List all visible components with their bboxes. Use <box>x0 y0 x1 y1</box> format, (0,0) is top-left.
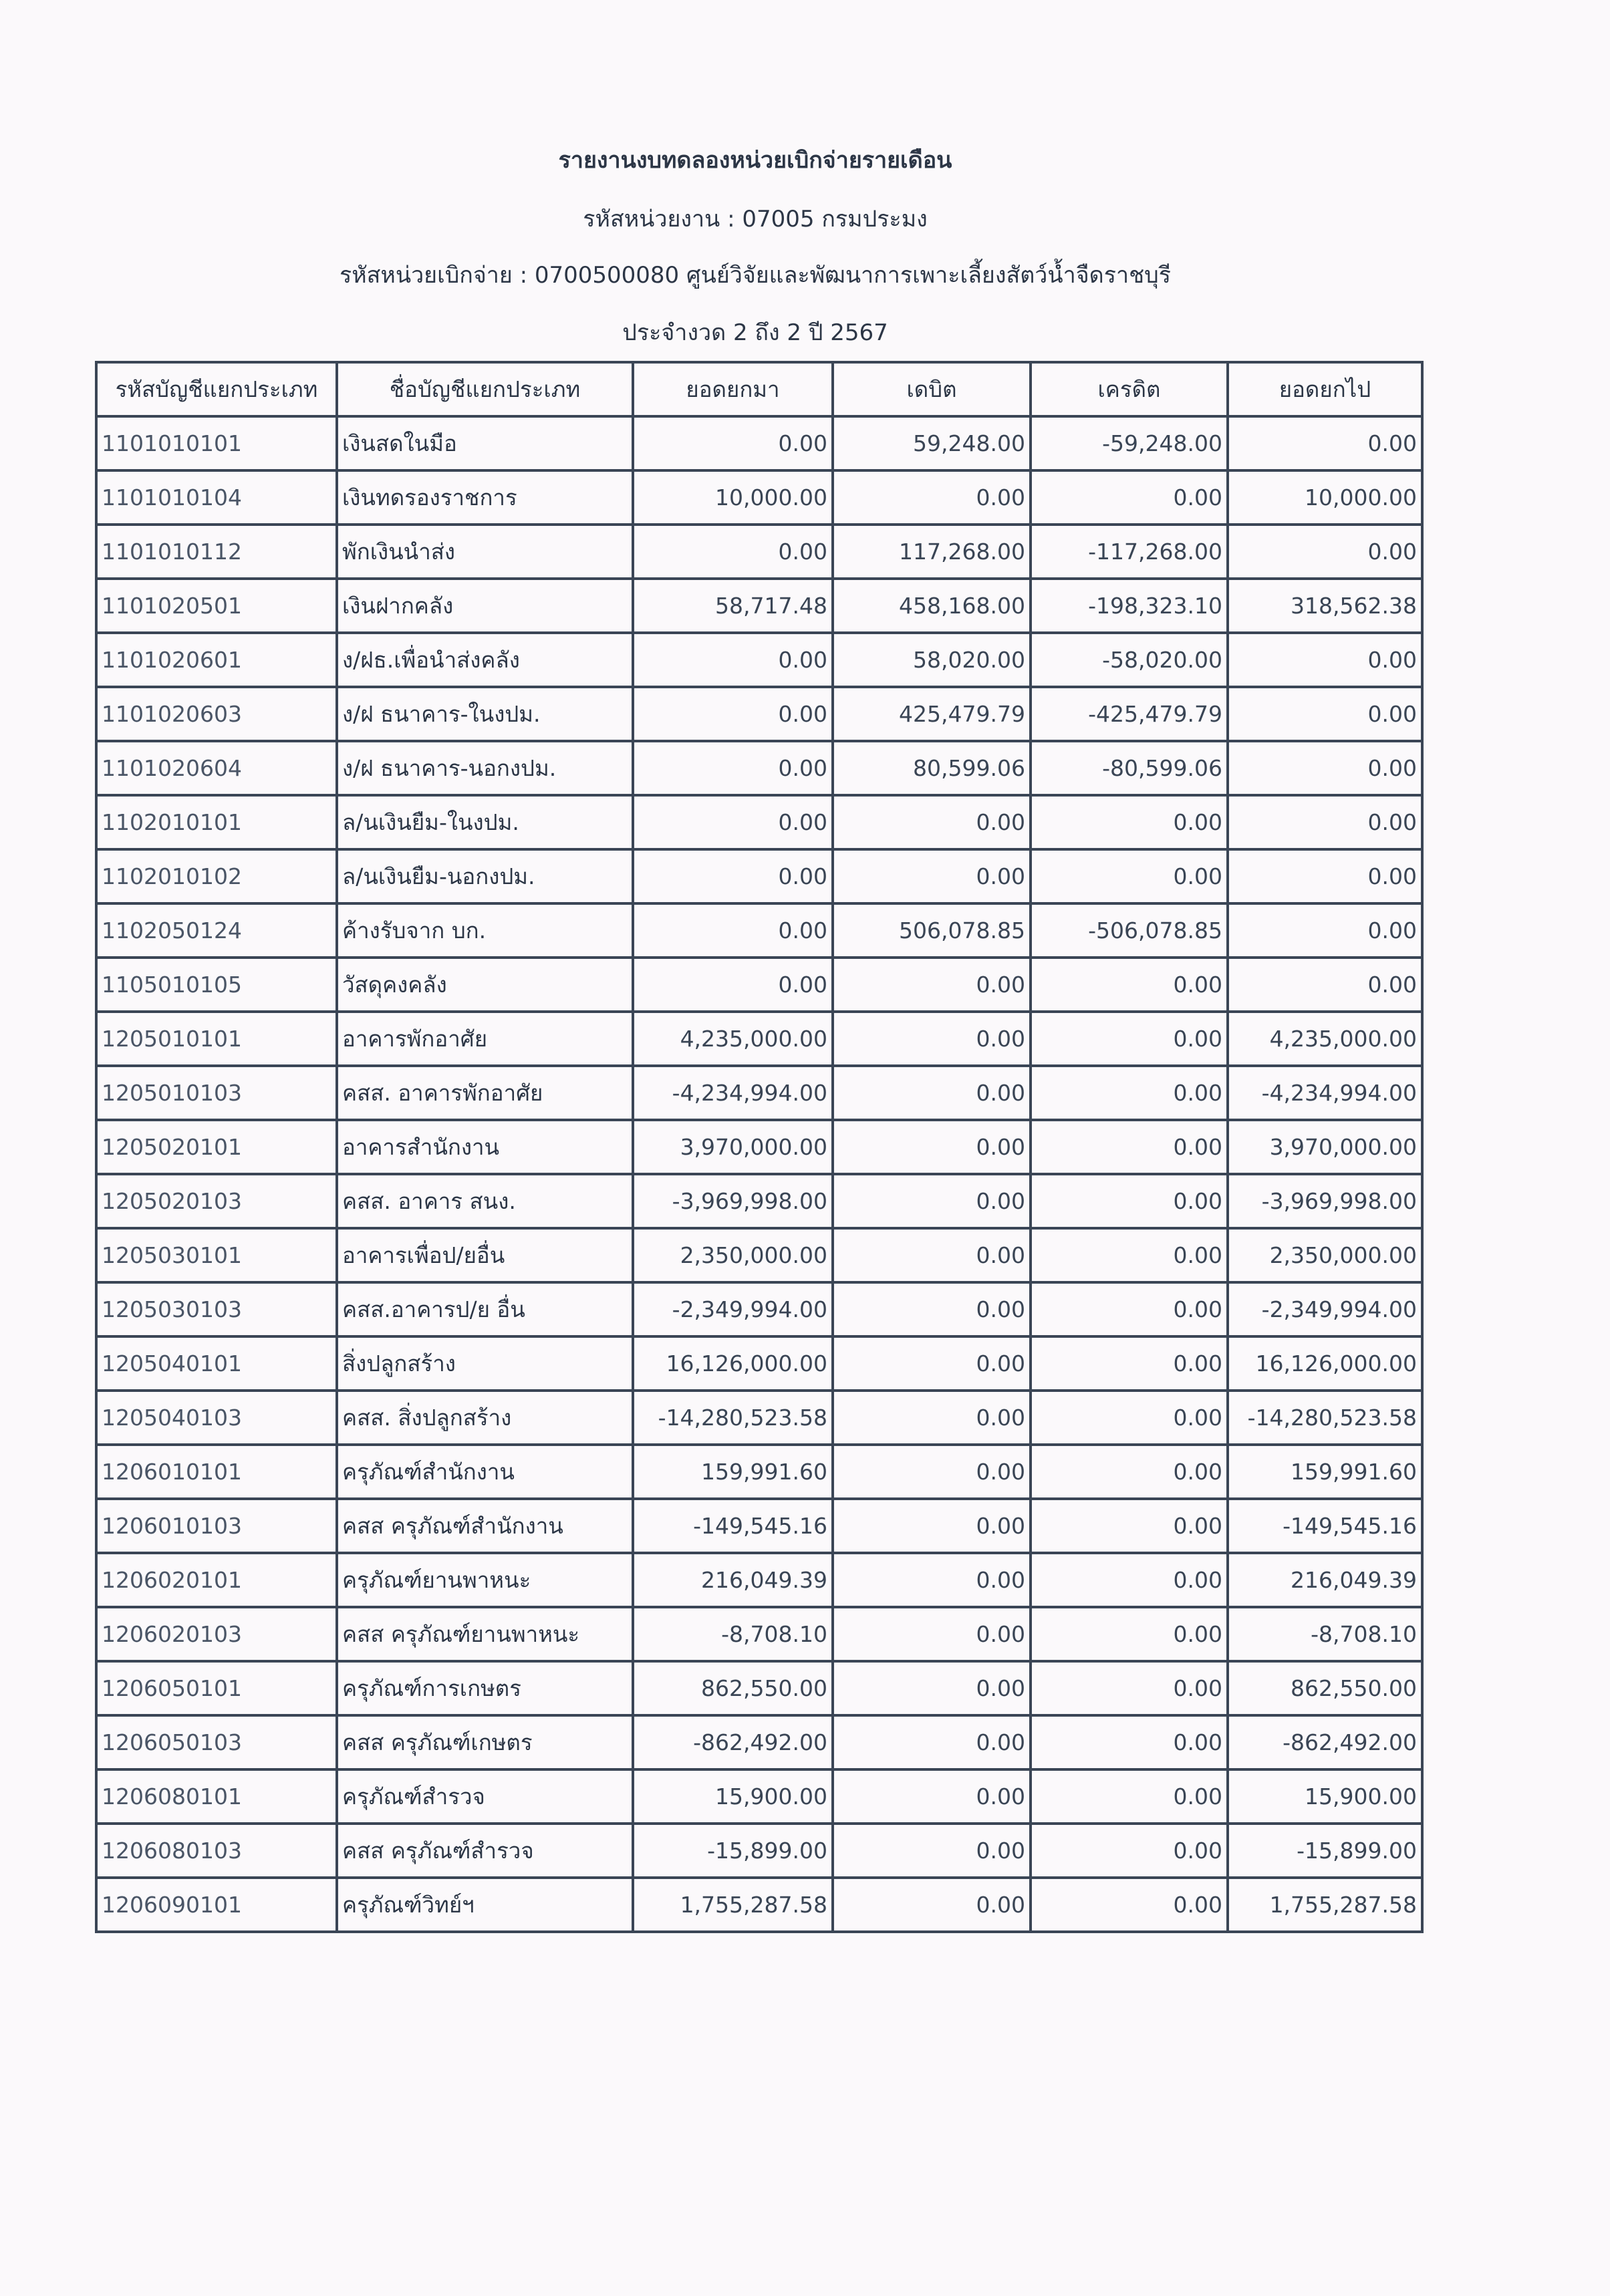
column-header-closing-balance: ยอดยกไป <box>1228 362 1422 416</box>
cell-account-name: ครุภัณฑ์สำนักงาน <box>337 1445 633 1499</box>
cell-account-name: คสส. อาคารพักอาศัย <box>337 1066 633 1120</box>
cell-opening-balance: 0.00 <box>633 849 833 903</box>
cell-closing-balance: 4,235,000.00 <box>1228 1012 1422 1066</box>
cell-debit: 0.00 <box>833 1174 1031 1228</box>
cell-account-name: อาคารพักอาศัย <box>337 1012 633 1066</box>
agency-line: รหัสหน่วยงาน : 07005 กรมประมง <box>583 206 928 233</box>
cell-opening-balance: -3,969,998.00 <box>633 1174 833 1228</box>
cell-credit: 0.00 <box>1031 795 1228 849</box>
cell-closing-balance: 0.00 <box>1228 903 1422 958</box>
cell-closing-balance: 0.00 <box>1228 958 1422 1012</box>
cell-debit: 0.00 <box>833 1715 1031 1769</box>
cell-credit: 0.00 <box>1031 1012 1228 1066</box>
cell-closing-balance: 0.00 <box>1228 795 1422 849</box>
table-header-row <box>96 362 1422 416</box>
cell-credit: 0.00 <box>1031 849 1228 903</box>
cell-opening-balance: 0.00 <box>633 958 833 1012</box>
cell-credit: -198,323.10 <box>1031 579 1228 633</box>
cell-account-code: 1205040101 <box>96 1336 337 1391</box>
cell-opening-balance: -4,234,994.00 <box>633 1066 833 1120</box>
cell-credit: 0.00 <box>1031 1553 1228 1607</box>
cell-account-name: สิ่งปลูกสร้าง <box>337 1336 633 1391</box>
table-row <box>96 1282 1422 1336</box>
cell-debit: 0.00 <box>833 1120 1031 1174</box>
cell-credit: 0.00 <box>1031 1499 1228 1553</box>
cell-credit: -506,078.85 <box>1031 903 1228 958</box>
cell-account-code: 1105010105 <box>96 958 337 1012</box>
cell-debit: 0.00 <box>833 1336 1031 1391</box>
cell-account-name: คสส ครุภัณฑ์ยานพาหนะ <box>337 1607 633 1661</box>
table-row <box>96 1499 1422 1553</box>
cell-closing-balance: -3,969,998.00 <box>1228 1174 1422 1228</box>
cell-credit: 0.00 <box>1031 1066 1228 1120</box>
cell-account-code: 1102050124 <box>96 903 337 958</box>
cell-debit: 0.00 <box>833 1391 1031 1445</box>
cell-opening-balance: 1,755,287.58 <box>633 1878 833 1932</box>
cell-debit: 117,268.00 <box>833 525 1031 579</box>
cell-account-name: ครุภัณฑ์การเกษตร <box>337 1661 633 1715</box>
cell-account-code: 1205010101 <box>96 1012 337 1066</box>
cell-credit: 0.00 <box>1031 470 1228 525</box>
trial-balance-table <box>95 361 1424 1933</box>
cell-closing-balance: -4,234,994.00 <box>1228 1066 1422 1120</box>
table-row <box>96 1769 1422 1824</box>
cell-account-name: ง/ฝ ธนาคาร-ในงปม. <box>337 687 633 741</box>
cell-debit: 0.00 <box>833 1878 1031 1932</box>
cell-closing-balance: 3,970,000.00 <box>1228 1120 1422 1174</box>
table-row <box>96 1878 1422 1932</box>
cell-credit: 0.00 <box>1031 958 1228 1012</box>
cell-closing-balance: 0.00 <box>1228 416 1422 470</box>
cell-opening-balance: -8,708.10 <box>633 1607 833 1661</box>
cell-account-code: 1101010104 <box>96 470 337 525</box>
column-header-debit: เดบิต <box>833 362 1031 416</box>
cell-closing-balance: 159,991.60 <box>1228 1445 1422 1499</box>
cell-opening-balance: 3,970,000.00 <box>633 1120 833 1174</box>
cell-account-code: 1206020103 <box>96 1607 337 1661</box>
cell-credit: 0.00 <box>1031 1120 1228 1174</box>
table-row <box>96 958 1422 1012</box>
table-row <box>96 903 1422 958</box>
cell-opening-balance: -862,492.00 <box>633 1715 833 1769</box>
cell-closing-balance: 862,550.00 <box>1228 1661 1422 1715</box>
cell-closing-balance: -15,899.00 <box>1228 1824 1422 1878</box>
cell-closing-balance: -2,349,994.00 <box>1228 1282 1422 1336</box>
cell-closing-balance: 1,755,287.58 <box>1228 1878 1422 1932</box>
table-row <box>96 633 1422 687</box>
cell-credit: 0.00 <box>1031 1228 1228 1282</box>
cell-debit: 0.00 <box>833 1445 1031 1499</box>
cell-credit: -117,268.00 <box>1031 525 1228 579</box>
cell-account-code: 1205040103 <box>96 1391 337 1445</box>
cell-credit: -59,248.00 <box>1031 416 1228 470</box>
cell-account-code: 1206080101 <box>96 1769 337 1824</box>
cell-debit: 0.00 <box>833 1066 1031 1120</box>
cell-account-code: 1205010103 <box>96 1066 337 1120</box>
cell-account-name: คสส ครุภัณฑ์เกษตร <box>337 1715 633 1769</box>
cell-account-name: พักเงินนำส่ง <box>337 525 633 579</box>
cell-credit: 0.00 <box>1031 1661 1228 1715</box>
cell-debit: 0.00 <box>833 958 1031 1012</box>
cell-account-code: 1101020601 <box>96 633 337 687</box>
cell-credit: 0.00 <box>1031 1391 1228 1445</box>
cell-opening-balance: -15,899.00 <box>633 1824 833 1878</box>
cell-debit: 0.00 <box>833 1228 1031 1282</box>
cell-credit: 0.00 <box>1031 1336 1228 1391</box>
cell-closing-balance: -149,545.16 <box>1228 1499 1422 1553</box>
cell-account-name: เงินทดรองราชการ <box>337 470 633 525</box>
cell-account-code: 1205030101 <box>96 1228 337 1282</box>
report-title: รายงานงบทดลองหน่วยเบิกจ่ายรายเดือน <box>558 147 952 174</box>
cell-debit: 0.00 <box>833 1769 1031 1824</box>
table-row <box>96 1715 1422 1769</box>
cell-account-name: ง/ฝ ธนาคาร-นอกงปม. <box>337 741 633 795</box>
cell-credit: 0.00 <box>1031 1607 1228 1661</box>
cell-account-code: 1101020604 <box>96 741 337 795</box>
cell-opening-balance: -14,280,523.58 <box>633 1391 833 1445</box>
cell-debit: 458,168.00 <box>833 579 1031 633</box>
cell-debit: 0.00 <box>833 795 1031 849</box>
cell-closing-balance: 0.00 <box>1228 687 1422 741</box>
cell-credit: 0.00 <box>1031 1878 1228 1932</box>
cell-account-name: ครุภัณฑ์สำรวจ <box>337 1769 633 1824</box>
table-row <box>96 579 1422 633</box>
table-row <box>96 1174 1422 1228</box>
cell-debit: 0.00 <box>833 1824 1031 1878</box>
period-line: ประจำงวด 2 ถึง 2 ปี 2567 <box>622 319 888 346</box>
cell-debit: 0.00 <box>833 1607 1031 1661</box>
cell-closing-balance: -14,280,523.58 <box>1228 1391 1422 1445</box>
table-body <box>96 416 1422 1932</box>
column-header-account-code: รหัสบัญชีแยกประเภท <box>96 362 337 416</box>
cell-account-code: 1206010101 <box>96 1445 337 1499</box>
cell-debit: 80,599.06 <box>833 741 1031 795</box>
cell-debit: 0.00 <box>833 1499 1031 1553</box>
cell-closing-balance: 0.00 <box>1228 633 1422 687</box>
cell-credit: 0.00 <box>1031 1282 1228 1336</box>
cell-opening-balance: 159,991.60 <box>633 1445 833 1499</box>
table-row <box>96 1228 1422 1282</box>
cell-closing-balance: 16,126,000.00 <box>1228 1336 1422 1391</box>
cell-credit: 0.00 <box>1031 1715 1228 1769</box>
cell-account-code: 1206010103 <box>96 1499 337 1553</box>
cell-opening-balance: 15,900.00 <box>633 1769 833 1824</box>
cell-closing-balance: 10,000.00 <box>1228 470 1422 525</box>
cell-credit: 0.00 <box>1031 1824 1228 1878</box>
table-row <box>96 1445 1422 1499</box>
cell-closing-balance: -8,708.10 <box>1228 1607 1422 1661</box>
table-row <box>96 849 1422 903</box>
table-row <box>96 525 1422 579</box>
cell-account-name: วัสดุคงคลัง <box>337 958 633 1012</box>
cell-credit: 0.00 <box>1031 1174 1228 1228</box>
cell-account-name: ครุภัณฑ์ยานพาหนะ <box>337 1553 633 1607</box>
cell-debit: 425,479.79 <box>833 687 1031 741</box>
cell-opening-balance: -2,349,994.00 <box>633 1282 833 1336</box>
table-row <box>96 741 1422 795</box>
cell-credit: -80,599.06 <box>1031 741 1228 795</box>
table-row <box>96 470 1422 525</box>
cell-account-name: ครุภัณฑ์วิทย์ฯ <box>337 1878 633 1932</box>
cell-account-name: คสส. อาคาร สนง. <box>337 1174 633 1228</box>
cell-account-name: เงินฝากคลัง <box>337 579 633 633</box>
cell-account-name: อาคารสำนักงาน <box>337 1120 633 1174</box>
cell-opening-balance: 0.00 <box>633 741 833 795</box>
table-row <box>96 1012 1422 1066</box>
cell-account-code: 1205020103 <box>96 1174 337 1228</box>
cell-account-code: 1205030103 <box>96 1282 337 1336</box>
cell-account-name: ง/ฝธ.เพื่อนำส่งคลัง <box>337 633 633 687</box>
cell-account-name: ล/นเงินยืม-ในงปม. <box>337 795 633 849</box>
cell-account-code: 1101020603 <box>96 687 337 741</box>
cell-debit: 0.00 <box>833 849 1031 903</box>
cell-opening-balance: 216,049.39 <box>633 1553 833 1607</box>
column-header-opening-balance: ยอดยกมา <box>633 362 833 416</box>
cell-debit: 0.00 <box>833 1282 1031 1336</box>
table-row <box>96 1120 1422 1174</box>
cell-account-code: 1206020101 <box>96 1553 337 1607</box>
cell-debit: 58,020.00 <box>833 633 1031 687</box>
cell-account-code: 1206080103 <box>96 1824 337 1878</box>
cell-opening-balance: 10,000.00 <box>633 470 833 525</box>
cell-opening-balance: 0.00 <box>633 795 833 849</box>
table-row <box>96 1661 1422 1715</box>
cell-opening-balance: 0.00 <box>633 903 833 958</box>
cell-debit: 0.00 <box>833 1661 1031 1715</box>
cell-debit: 0.00 <box>833 1012 1031 1066</box>
cell-account-code: 1101010112 <box>96 525 337 579</box>
cell-account-name: คสส ครุภัณฑ์สำรวจ <box>337 1824 633 1878</box>
table-row <box>96 1336 1422 1391</box>
table-row <box>96 1066 1422 1120</box>
cell-account-name: คสส.อาคารป/ย อื่น <box>337 1282 633 1336</box>
cell-account-name: ค้างรับจาก บก. <box>337 903 633 958</box>
cell-opening-balance: 862,550.00 <box>633 1661 833 1715</box>
table-row <box>96 1553 1422 1607</box>
column-header-credit: เครดิต <box>1031 362 1228 416</box>
cell-closing-balance: 0.00 <box>1228 741 1422 795</box>
cell-account-code: 1102010101 <box>96 795 337 849</box>
cell-closing-balance: 2,350,000.00 <box>1228 1228 1422 1282</box>
table-row <box>96 687 1422 741</box>
table-row <box>96 1824 1422 1878</box>
cell-opening-balance: 0.00 <box>633 525 833 579</box>
cell-account-name: เงินสดในมือ <box>337 416 633 470</box>
cell-account-name: อาคารเพื่อป/ยอื่น <box>337 1228 633 1282</box>
cell-opening-balance: 58,717.48 <box>633 579 833 633</box>
cell-account-code: 1205020101 <box>96 1120 337 1174</box>
column-header-account-name: ชื่อบัญชีแยกประเภท <box>337 362 633 416</box>
cell-debit: 0.00 <box>833 470 1031 525</box>
cell-closing-balance: 0.00 <box>1228 849 1422 903</box>
table-row <box>96 1607 1422 1661</box>
table-row <box>96 416 1422 470</box>
cell-opening-balance: 0.00 <box>633 633 833 687</box>
cell-closing-balance: -862,492.00 <box>1228 1715 1422 1769</box>
cell-account-code: 1102010102 <box>96 849 337 903</box>
cell-account-code: 1101020501 <box>96 579 337 633</box>
cell-credit: 0.00 <box>1031 1769 1228 1824</box>
cell-closing-balance: 15,900.00 <box>1228 1769 1422 1824</box>
cell-credit: 0.00 <box>1031 1445 1228 1499</box>
cell-credit: -425,479.79 <box>1031 687 1228 741</box>
cell-account-code: 1101010101 <box>96 416 337 470</box>
cell-account-name: คสส ครุภัณฑ์สำนักงาน <box>337 1499 633 1553</box>
cell-debit: 59,248.00 <box>833 416 1031 470</box>
cell-opening-balance: 2,350,000.00 <box>633 1228 833 1282</box>
cell-account-name: ล/นเงินยืม-นอกงปม. <box>337 849 633 903</box>
cell-opening-balance: 4,235,000.00 <box>633 1012 833 1066</box>
cell-debit: 506,078.85 <box>833 903 1031 958</box>
cell-account-code: 1206090101 <box>96 1878 337 1932</box>
table-row <box>96 1391 1422 1445</box>
cell-debit: 0.00 <box>833 1553 1031 1607</box>
cell-opening-balance: -149,545.16 <box>633 1499 833 1553</box>
cell-closing-balance: 318,562.38 <box>1228 579 1422 633</box>
cell-closing-balance: 216,049.39 <box>1228 1553 1422 1607</box>
table-row <box>96 795 1422 849</box>
cell-account-code: 1206050101 <box>96 1661 337 1715</box>
cell-account-code: 1206050103 <box>96 1715 337 1769</box>
cell-opening-balance: 0.00 <box>633 416 833 470</box>
cell-closing-balance: 0.00 <box>1228 525 1422 579</box>
cell-opening-balance: 16,126,000.00 <box>633 1336 833 1391</box>
cell-credit: -58,020.00 <box>1031 633 1228 687</box>
cell-account-name: คสส. สิ่งปลูกสร้าง <box>337 1391 633 1445</box>
cell-opening-balance: 0.00 <box>633 687 833 741</box>
disbursing-unit-line: รหัสหน่วยเบิกจ่าย : 0700500080 ศูนย์วิจัยและพัฒนาการเพาะเลี้ยงสัตว์น้ำจืดราชบุรี <box>339 262 1171 289</box>
